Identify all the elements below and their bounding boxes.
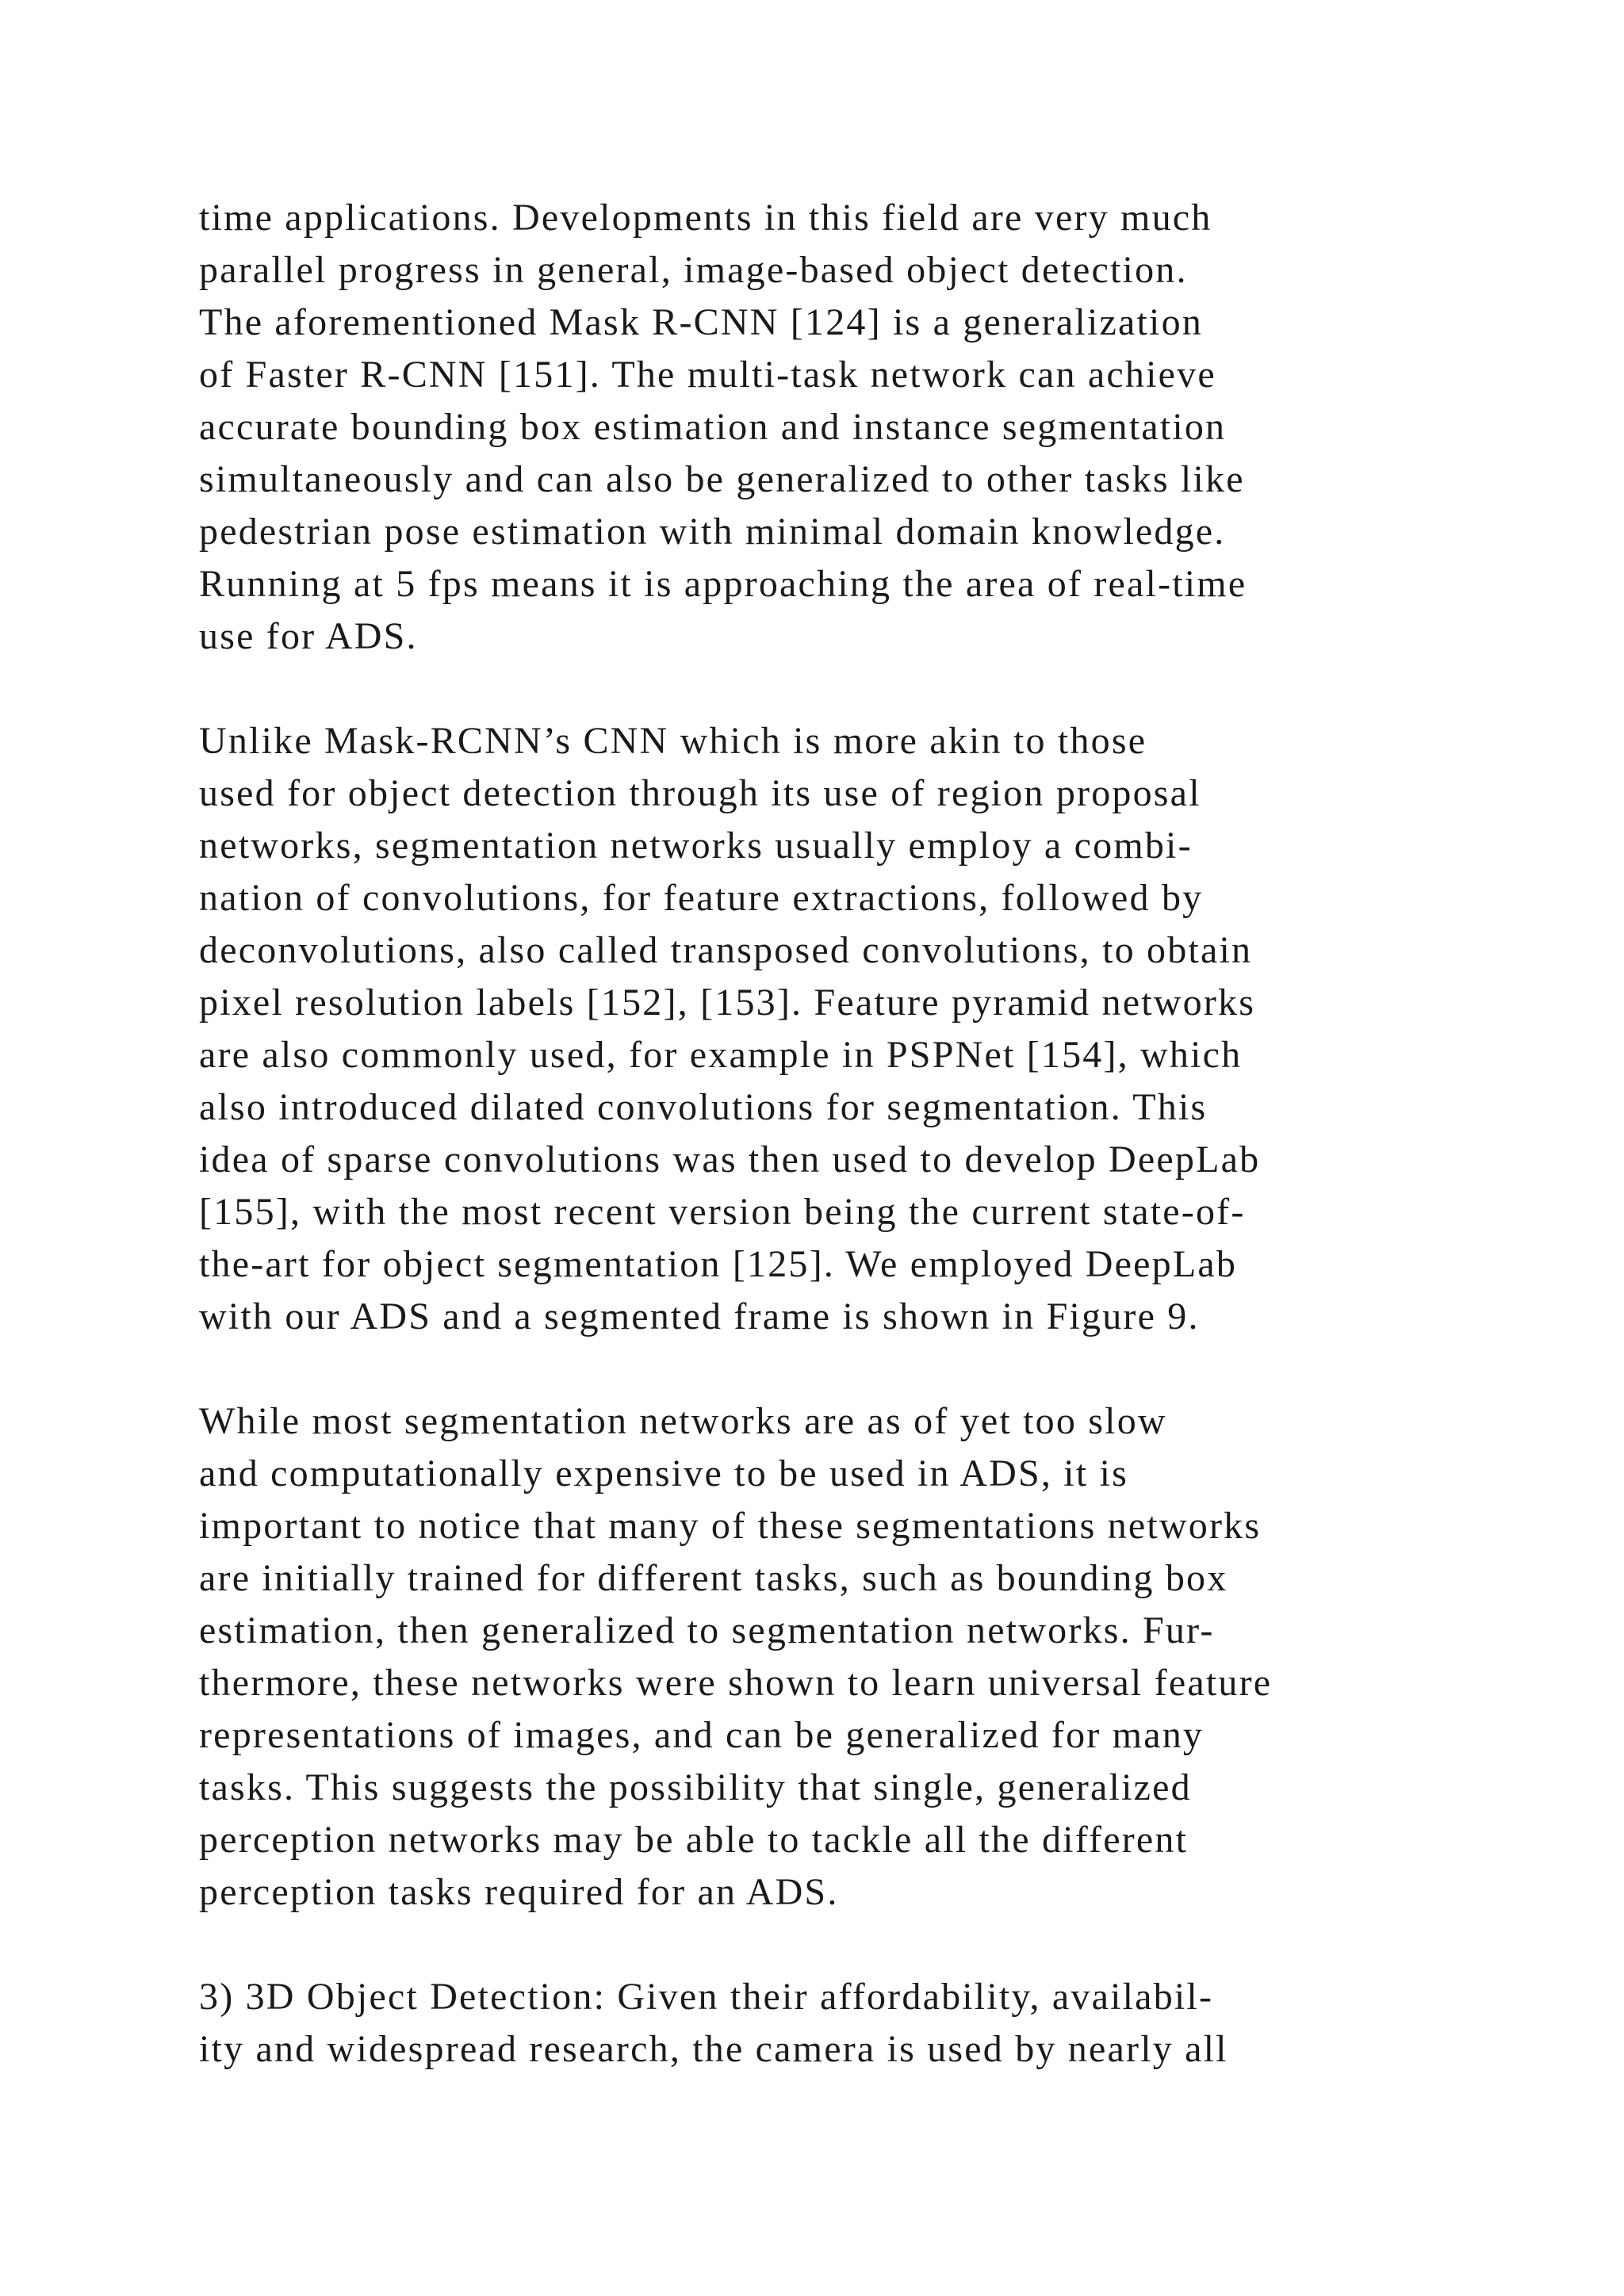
text-line: with our ADS and a segmented frame is shown in Figure 9. [199, 1295, 1200, 1337]
text-line: perception tasks required for an ADS. [199, 1871, 839, 1913]
text-line: the-art for object segmentation [125]. We employed DeepLab [199, 1243, 1238, 1285]
text-line: are initially trained for different tasks, such as bounding box [199, 1557, 1228, 1599]
text-line: pedestrian pose estimation with minimal domain knowledge. [199, 511, 1226, 553]
text-line: use for ADS. [199, 615, 418, 657]
text-line: Unlike Mask-RCNN’s CNN which is more akin to those [199, 720, 1147, 762]
text-line: pixel resolution labels [152], [153]. Feature pyramid networks [199, 982, 1256, 1024]
text-line: nation of convolutions, for feature extractions, followed by [199, 877, 1204, 919]
body-text [199, 192, 1500, 2128]
text-line: perception networks may be able to tackle all the different [199, 1819, 1189, 1861]
text-line: also introduced dilated convolutions for segmentation. This [199, 1086, 1208, 1128]
text-line: thermore, these networks were shown to learn universal feature [199, 1662, 1273, 1704]
text-line: estimation, then generalized to segmentation networks. Fur- [199, 1609, 1215, 1651]
text-line: of Faster R-CNN [151]. The multi-task network can achieve [199, 354, 1216, 396]
text-line: tasks. This suggests the possibility that single, generalized [199, 1766, 1192, 1808]
text-line: representations of images, and can be generalized for many [199, 1714, 1205, 1756]
text-line: [155], with the most recent version being the current state-of- [199, 1191, 1246, 1233]
paragraph-generalization [199, 1395, 1500, 1919]
text-line: idea of sparse convolutions was then used to develop DeepLab [199, 1138, 1261, 1181]
paragraph-3d-object-detection [199, 1971, 1500, 2076]
text-line: used for object detection through its use of region proposal [199, 772, 1201, 814]
paragraph-segmentation-networks [199, 715, 1500, 1343]
text-line: important to notice that many of these segmentations networks [199, 1505, 1262, 1547]
text-line: simultaneously and can also be generalized to other tasks like [199, 458, 1245, 500]
text-line: The aforementioned Mask R-CNN [124] is a generalization [199, 301, 1203, 343]
text-line: ity and widespread research, the camera is used by nearly all [199, 2028, 1228, 2070]
text-line: are also commonly used, for example in PSPNet [154], which [199, 1034, 1243, 1076]
text-line: Running at 5 fps means it is approaching the area of real-time [199, 563, 1247, 605]
text-line: and computationally expensive to be used in ADS, it is [199, 1452, 1128, 1494]
text-line: deconvolutions, also called transposed convolutions, to obtain [199, 929, 1253, 971]
text-line: parallel progress in general, image-based object detection. [199, 249, 1188, 291]
text-line: time applications. Developments in this field are very much [199, 197, 1212, 239]
text-line: networks, segmentation networks usually employ a combi- [199, 825, 1193, 867]
text-line: While most segmentation networks are as of yet too slow [199, 1400, 1167, 1442]
text-line: accurate bounding box estimation and instance segmentation [199, 406, 1227, 448]
paragraph-mask-rcnn [199, 192, 1500, 663]
text-line: 3) 3D Object Detection: Given their affordability, availabil- [199, 1976, 1214, 2018]
